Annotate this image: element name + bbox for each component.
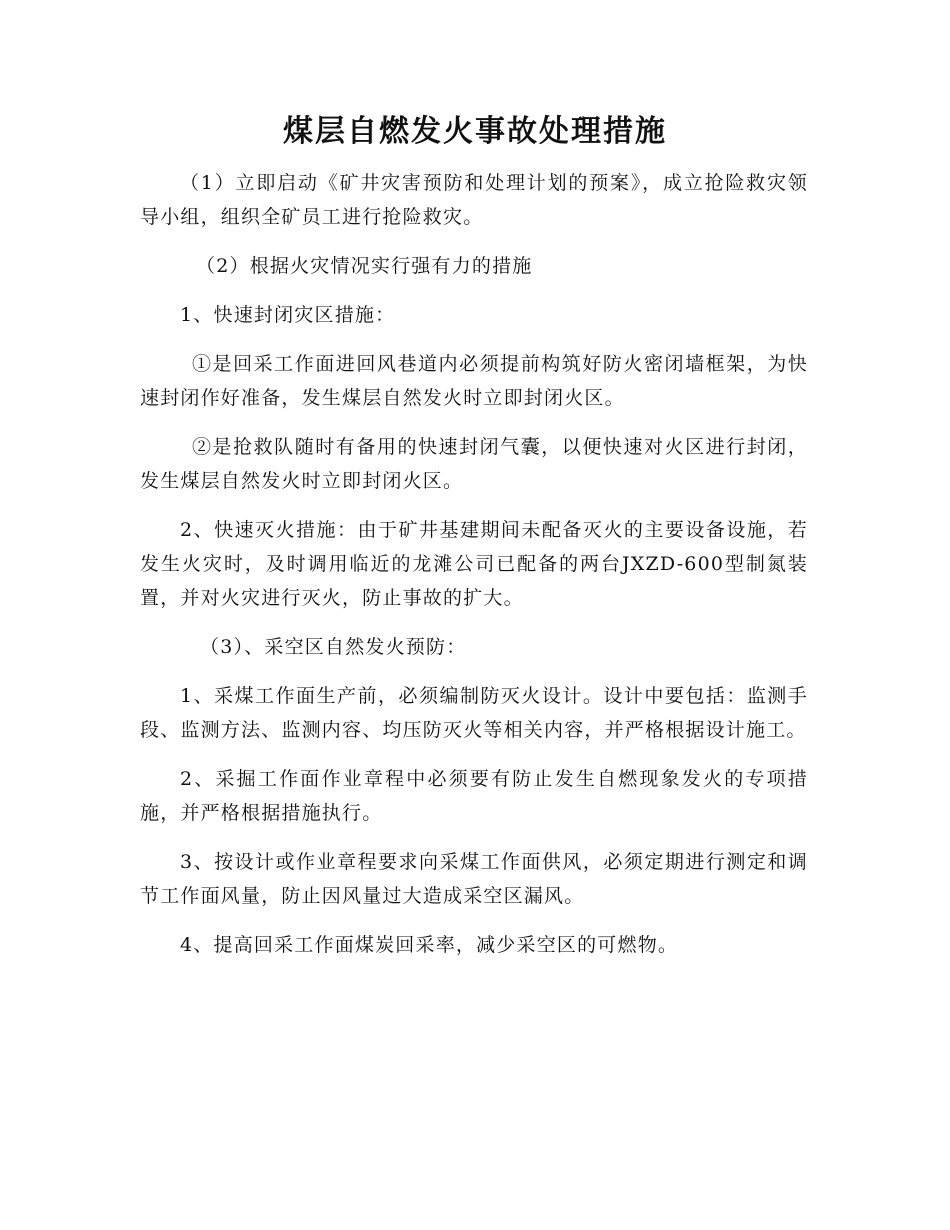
paragraph-air-supply: 3、按设计或作业章程要求向采煤工作面供风，必须定期进行测定和调节工作面风量，防止因风量过大造成采空区漏风。 [140, 851, 808, 907]
paragraph-fire-design: 1、采煤工作面生产前，必须编制防灭火设计。设计中要包括：监测手段、监测方法、监测内容、均压防灭火等相关内容，并严格根据设计施工。 [140, 685, 808, 741]
paragraph-seal-wall: ①是回采工作面进回风巷道内必须提前构筑好防火密闭墙框架，为快速封闭作好准备，发生煤层自然发火时立即封闭火区。 [140, 353, 808, 409]
paragraph-work-rules: 2、采掘工作面作业章程中必须要有防止发生自燃现象发火的专项措施，并严格根据措施执行。 [140, 768, 808, 824]
paragraph-measures-heading: （2）根据火灾情况实行强有力的措施 [196, 255, 533, 277]
paragraph-recovery-rate: 4、提高回采工作面煤炭回采率，减少采空区的可燃物。 [180, 934, 679, 956]
paragraph-goaf-prevention-heading: （3）、采空区自然发火预防： [200, 636, 467, 658]
document-body [140, 166, 808, 977]
paragraph-emergency-plan: （1）立即启动《矿井灾害预防和处理计划的预案》，成立抢险救灾领导小组，组织全矿员工进行抢险救灾。 [140, 172, 808, 228]
paragraph-rapid-extinguish: 2、快速灭火措施：由于矿井基建期间未配备灭火的主要设备设施，若发生火灾时，及时调用临近的龙滩公司已配备的两台JXZD-600型制氮装置，并对火灾进行灭火，防止事故的扩大。 [140, 519, 808, 609]
document-title: 煤层自燃发火事故处理措施 [283, 114, 667, 149]
paragraph-seal-airbag: ②是抢救队随时有备用的快速封闭气囊，以便快速对火区进行封闭，发生煤层自然发火时立即封闭火区。 [140, 436, 808, 492]
paragraph-rapid-seal-heading: 1、快速封闭灾区措施： [180, 304, 396, 326]
